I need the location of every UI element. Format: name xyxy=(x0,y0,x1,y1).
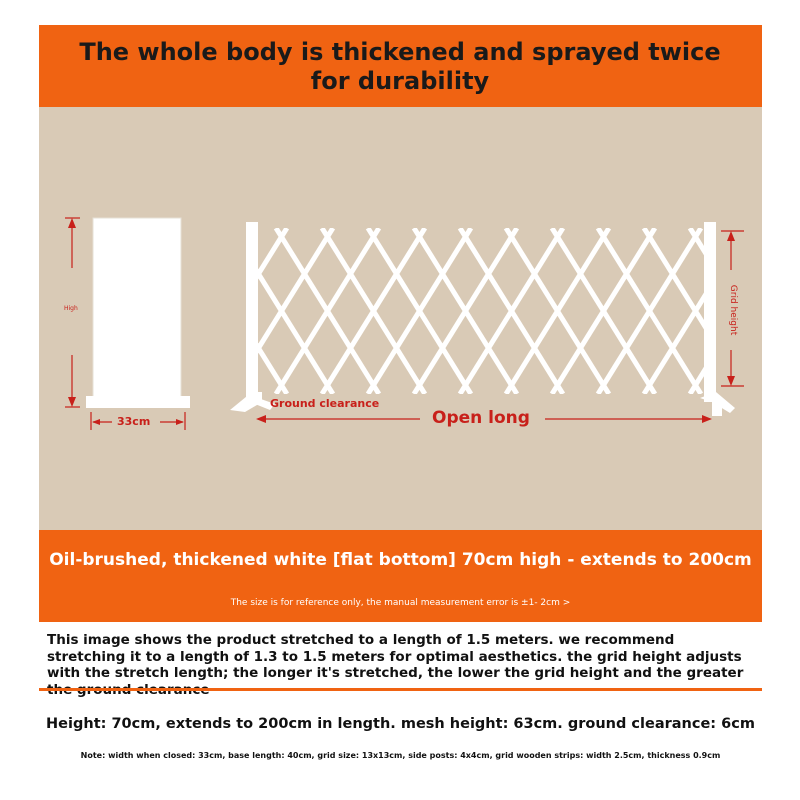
spec-note: The size is for reference only, the manual measurement error is ±1- 2cm > xyxy=(230,598,571,608)
footnote-text: Note: width when closed: 33cm, base length: 40cm, grid size: 13x13cm, side posts: 4x4cm, grid wooden strips: width 2.5cm, thickness 0.9cm xyxy=(80,751,721,760)
open-long-label: Open long xyxy=(432,408,530,428)
spec-panel xyxy=(39,530,762,622)
height-measure-left xyxy=(65,218,80,407)
lattice-strip xyxy=(736,228,800,394)
spec-title: Oil-brushed, thickened white [flat bottom] 70cm high - extends to 200cm xyxy=(49,550,752,570)
grid-height-label: Grid height xyxy=(728,284,738,336)
extended-fence xyxy=(92,222,800,416)
lattice-strip xyxy=(736,228,800,394)
high-label: High xyxy=(64,305,78,312)
width-label: 33cm xyxy=(117,415,151,428)
closed-fence xyxy=(86,218,190,408)
lattice-strip xyxy=(782,228,800,394)
lattice-strip xyxy=(782,228,800,394)
divider xyxy=(39,688,762,691)
headline: The whole body is thickened and sprayed twice for durability xyxy=(79,38,721,95)
description-text: This image shows the product stretched to a length of 1.5 meters. we recommend stretching it to a length of 1.3 to 1.5 meters for optimal aesthetics. the grid height adjusts with the stretch length; the longer it's stretched, the lower the grid height and the greater xyxy=(47,632,744,681)
ground-clearance-label: Ground clearance xyxy=(270,397,380,410)
dimensions-text: Height: 70cm, extends to 200cm in length. mesh height: 63cm. ground clearance: 6cm xyxy=(46,716,755,732)
